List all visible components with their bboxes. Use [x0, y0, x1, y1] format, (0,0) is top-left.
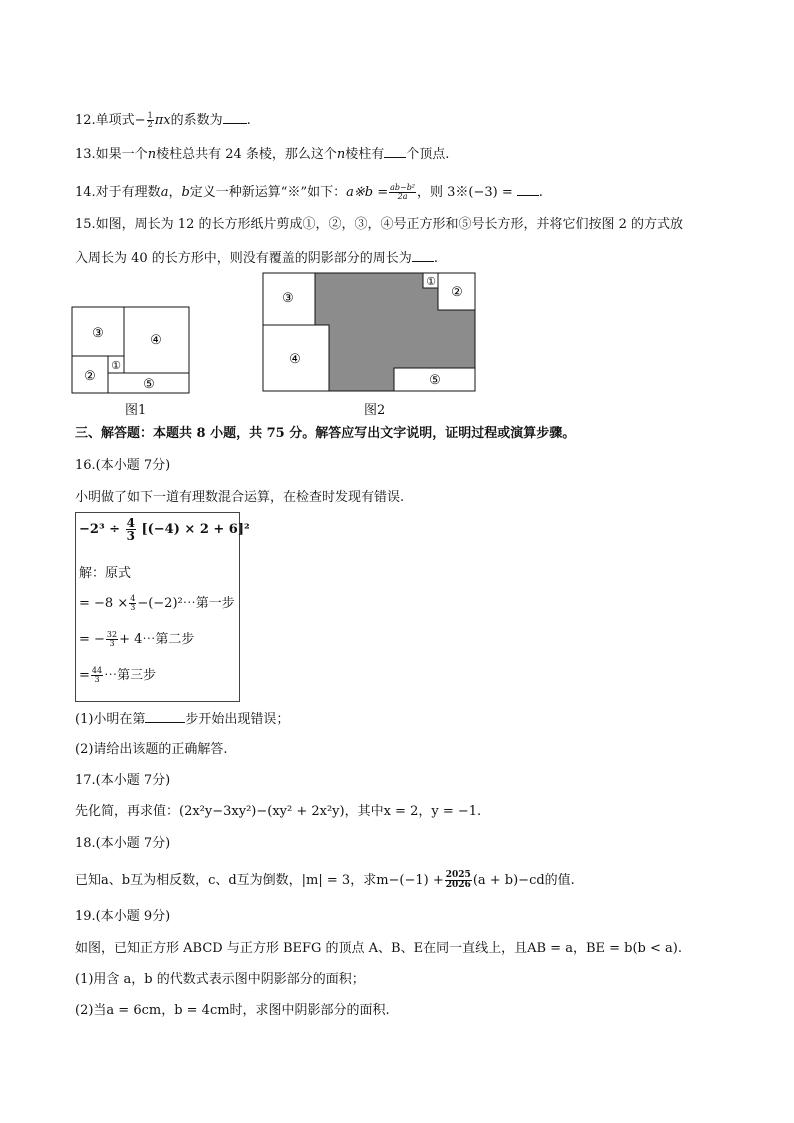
section-3-heading: 三、解答题：本题共 8 小题，共 75 分。解答应写出文字说明，证明过程或演算步骤。	[75, 426, 576, 441]
q16-part1-blank[interactable]	[145, 709, 185, 723]
question-12: 12.单项式− $\frac{1}{2}$ πx的系数为 .	[75, 111, 251, 129]
q12-suffix: 的系数为	[170, 113, 223, 128]
figure-2	[261, 271, 479, 395]
q18-body	[75, 871, 575, 890]
q16-step1-b: −(−2)²⋯第一步	[137, 596, 235, 611]
q17-heading: 17.(本小题 7分)	[75, 773, 171, 788]
q14-text-a: 14.对于有理数	[75, 185, 161, 200]
q16-expr-frac-n: 4	[126, 516, 135, 530]
fig1-label-4: ④	[150, 333, 162, 348]
q14-frac-numerator: ab−b²	[390, 183, 416, 192]
q14-comma: ，	[168, 185, 182, 200]
q16-expression	[79, 517, 250, 542]
q14-text-e: .	[538, 185, 543, 200]
q19-body: 如图，已知正方形 ABCD 与正方形 BEFG 的顶点 A、B、E在同一直线上，且AB = a，BE = b(b < a).	[75, 941, 682, 956]
fig1-label-3: ③	[92, 326, 104, 341]
q13-text-a: 13.如果一个	[75, 147, 148, 162]
q14-answer-blank[interactable]	[517, 182, 539, 196]
question-15-line-1: 15.如图，周长为 12 的长方形纸片剪成①，②，③，④号正方形和⑤号长方形，并将它们按图 2 的方式放	[75, 217, 684, 232]
q13-var-n2: n	[336, 147, 346, 162]
q16-step1-d: 3	[130, 603, 136, 612]
q16-step2-d: 3	[109, 639, 115, 648]
q17-body: 先化简，再求值：(2x²y−3xy²)−(xy² + 2x²y)，其中x = 2，y = −1.	[75, 804, 482, 819]
q16-step2-n: 32	[106, 630, 118, 639]
q13-text-b: 棱柱总共有 24 条棱，那么这个	[156, 147, 337, 162]
question-15-line-2: 入周长为 40 的长方形中，则没有覆盖的阴影部分的周长为 .	[75, 248, 438, 268]
fig2-label-1: ①	[426, 275, 436, 288]
q16-part1-b: 步开始出现错误；	[185, 712, 290, 727]
q14-text-c: 定义一种新运算“※”如下：	[189, 185, 347, 200]
q16-step1-a: = −8 ×	[79, 596, 129, 611]
q16-step3-b: ⋯第三步	[104, 668, 157, 683]
q16-expr-fraction	[126, 517, 136, 542]
fig2-label-3: ③	[282, 291, 294, 306]
q16-intro: 小明做了如下一道有理数混合运算，在检查时发现有错误.	[75, 490, 405, 505]
q12-answer-blank[interactable]	[223, 110, 247, 124]
question-14	[75, 182, 543, 202]
q12-frac-numerator: 1	[147, 111, 153, 120]
q12-frac-denominator: 2	[147, 120, 153, 129]
q12-neg: −	[134, 113, 146, 128]
q14-definition-lhs: a※b =	[346, 185, 389, 200]
question-13	[75, 144, 449, 164]
q16-step1-fraction	[129, 595, 136, 612]
q16-expr-frac-d: 3	[126, 529, 135, 543]
q16-step2-b: + 4⋯第二步	[119, 632, 195, 647]
q12-prefix: 12.单项式	[75, 113, 135, 128]
q16-step3-fraction	[91, 667, 103, 684]
q16-expr-part-b: [(−4) × 2 + 6]²	[141, 522, 250, 537]
q18-frac-d: 2026	[445, 880, 471, 890]
fig1-label-1: ①	[111, 359, 121, 372]
q16-step3-a: =	[79, 668, 90, 683]
q16-step-2	[79, 631, 194, 649]
q12-fraction	[147, 112, 154, 129]
q19-part-2: (2)当a = 6cm，b = 4cm时，求图中阴影部分的面积.	[75, 1003, 390, 1018]
q16-step3-d: 3	[94, 675, 100, 684]
q13-text-c: 棱柱有	[345, 147, 385, 162]
q14-frac-denominator: 2a	[397, 192, 408, 201]
q16-heading: 16.(本小题 7分)	[75, 458, 171, 473]
q16-step1-n: 4	[130, 594, 136, 603]
figure-1	[70, 305, 194, 395]
q16-work-box	[75, 512, 250, 702]
fig1-label-2: ②	[84, 369, 96, 384]
q16-part-2: (2)请给出该题的正确解答.	[75, 742, 228, 757]
figure-2-caption: 图2	[364, 403, 386, 418]
fig2-label-4: ④	[289, 352, 301, 367]
q13-var-n1: n	[147, 147, 157, 162]
q15-answer-blank[interactable]	[412, 248, 434, 262]
q18-text-a: 已知a、b互为相反数，c、d互为倒数，|m| = 3，求m−(−1) +	[75, 873, 444, 888]
q14-var-b: b	[181, 185, 190, 200]
fig1-label-5: ⑤	[143, 377, 155, 392]
q16-part-1	[75, 709, 289, 729]
q14-var-a: a	[160, 185, 169, 200]
q16-step2-a: = −	[79, 632, 105, 647]
q13-answer-blank[interactable]	[384, 144, 406, 158]
q18-frac-n: 2025	[445, 870, 471, 880]
q15-line2-text: 入周长为 40 的长方形中，则没有覆盖的阴影部分的周长为	[75, 251, 412, 266]
q16-part1-a: (1)小明在第	[75, 712, 146, 727]
q19-heading: 19.(本小题 9分)	[75, 909, 171, 924]
figure-1-caption: 图1	[125, 403, 147, 418]
q16-step-1	[79, 595, 235, 613]
q18-text-b: (a + b)−cd的值.	[472, 873, 575, 888]
q16-step2-fraction	[106, 631, 118, 648]
fig2-label-5: ⑤	[429, 373, 441, 388]
q16-expr-part-a: −2³ ÷	[79, 522, 121, 537]
q12-variable: πx	[154, 113, 171, 128]
q16-step3-n: 44	[91, 666, 103, 675]
q14-text-d: ，则 3※(−3) =	[417, 185, 513, 200]
q18-fraction	[445, 871, 472, 890]
fig2-label-2: ②	[451, 285, 463, 300]
q14-fraction	[389, 184, 416, 201]
q19-part-1: (1)用含 a，b 的代数式表示图中阴影部分的面积；	[75, 972, 365, 987]
q18-heading: 18.(本小题 7分)	[75, 836, 171, 851]
q16-step-3	[79, 667, 156, 685]
q13-text-d: 个顶点.	[406, 147, 450, 162]
q16-solution-label: 解：原式	[79, 566, 132, 581]
